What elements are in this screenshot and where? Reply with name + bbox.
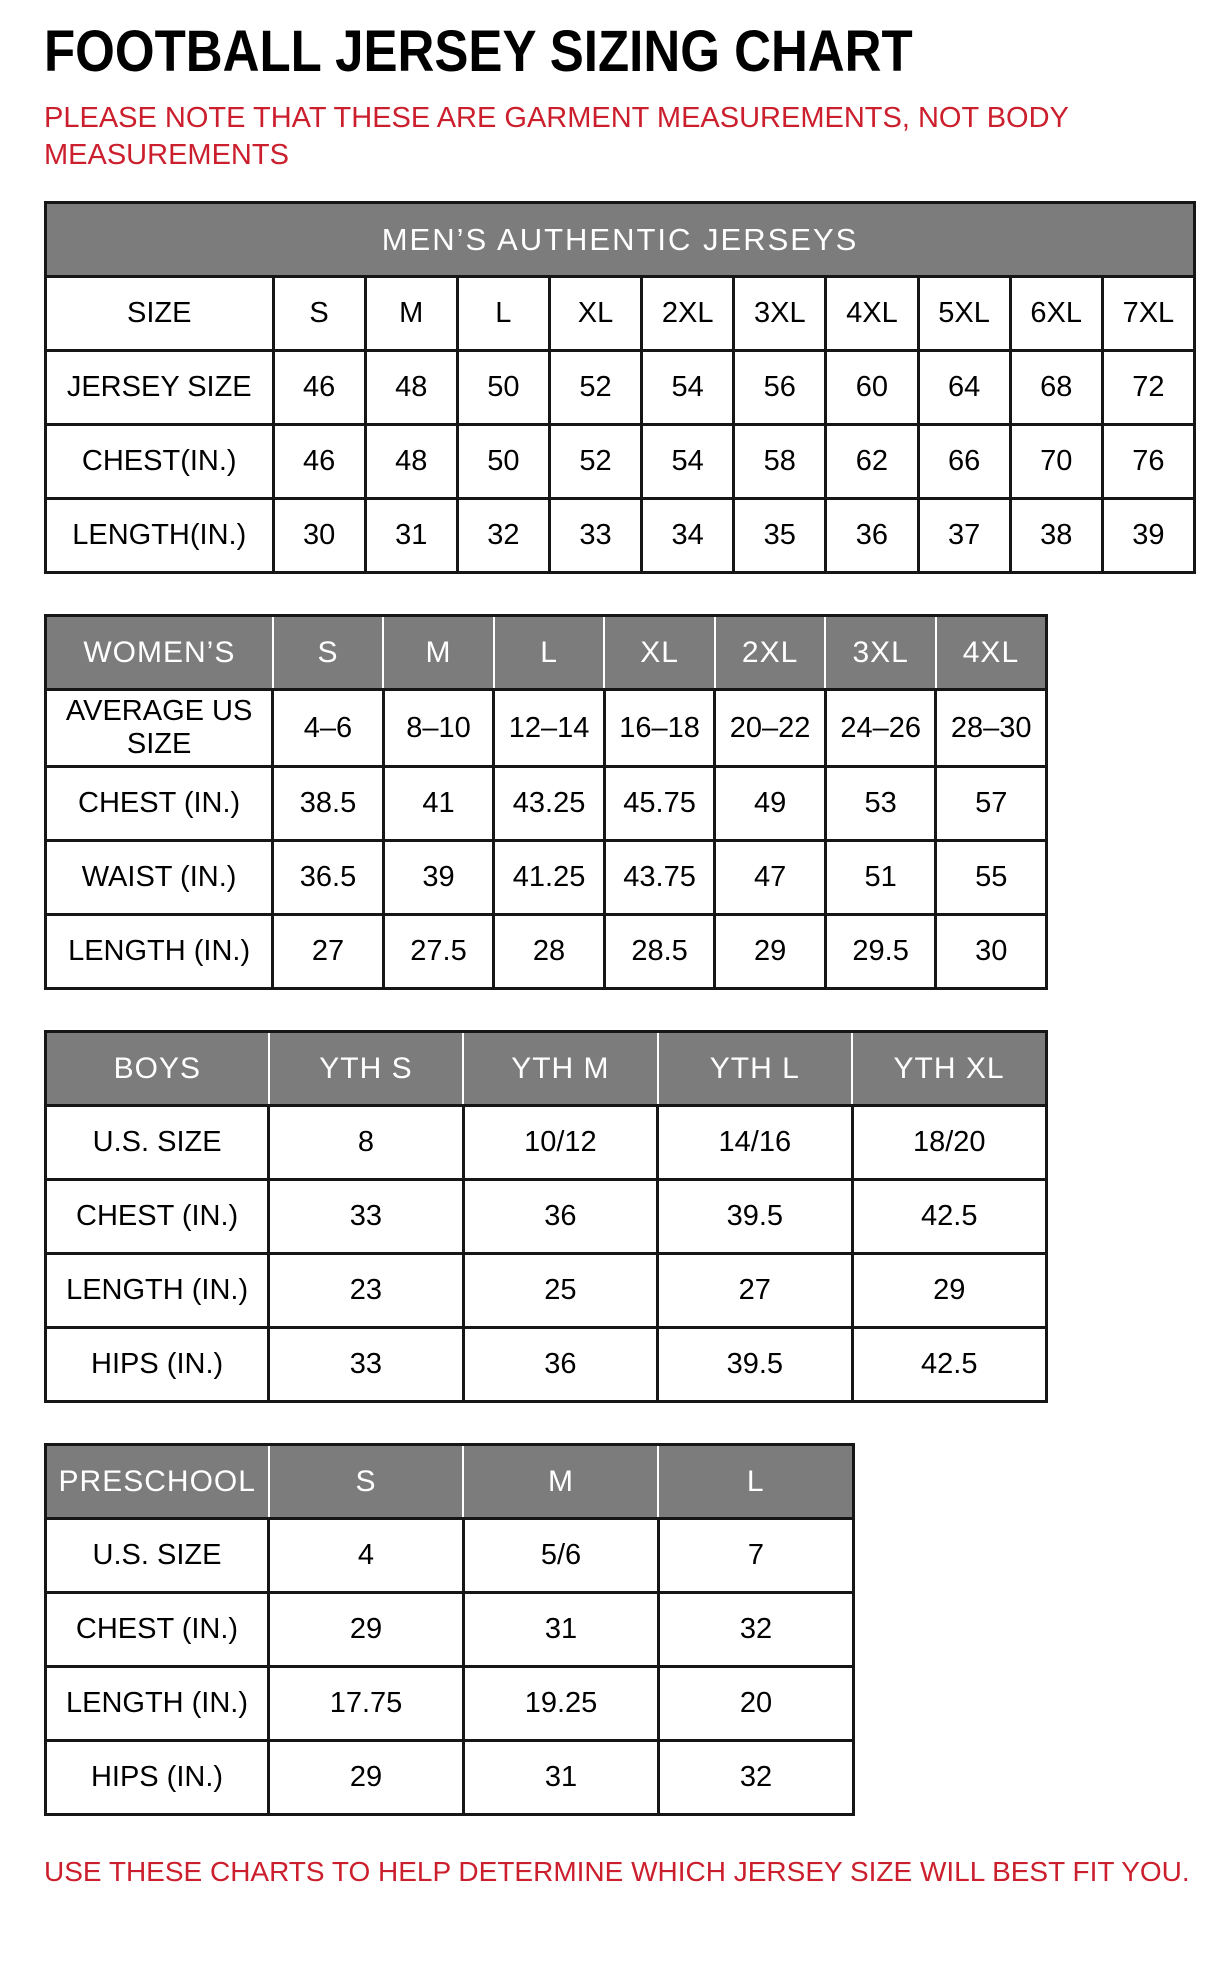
value-cell: 76 [1102,425,1194,499]
value-cell: 33 [269,1328,463,1402]
value-cell: 50 [457,351,549,425]
value-cell: 29 [715,915,826,989]
value-cell: 12–14 [494,690,605,767]
value-cell: 5/6 [463,1519,658,1593]
mens-sizing-table [44,201,1196,574]
column-header: YTH M [463,1032,657,1106]
value-cell: 36 [826,499,918,573]
table-row [46,690,1047,767]
value-cell: 33 [549,499,641,573]
value-cell: 36 [463,1328,657,1402]
value-cell: 72 [1102,351,1194,425]
column-header: L [658,1445,853,1519]
value-cell: 38 [1010,499,1102,573]
mens-authentic-jerseys-banner: MEN’S AUTHENTIC JERSEYS [46,203,1195,277]
value-cell: 46 [273,425,365,499]
table-row [46,1328,1047,1402]
value-cell: 35 [734,499,826,573]
table-row [46,915,1047,989]
value-cell: 64 [918,351,1010,425]
table-row [46,1180,1047,1254]
measurement-note: PLEASE NOTE THAT THESE ARE GARMENT MEASUREMENTS, NOT BODY MEASUREMENTS [44,101,1069,172]
row-label: LENGTH (IN.) [46,1667,269,1741]
value-cell: 28 [494,915,605,989]
value-cell: 8 [269,1106,463,1180]
value-cell: 17.75 [269,1667,464,1741]
value-cell: S [273,277,365,351]
value-cell: 39 [1102,499,1194,573]
value-cell: 47 [715,841,826,915]
row-label: HIPS (IN.) [46,1328,269,1402]
column-header: S [273,616,384,690]
table-row [46,1593,854,1667]
value-cell: 31 [463,1741,658,1815]
value-cell: 31 [365,499,457,573]
value-cell: 4XL [826,277,918,351]
value-cell: 60 [826,351,918,425]
table-row [46,1106,1047,1180]
value-cell: 38.5 [273,767,384,841]
table-row [46,351,1195,425]
value-cell: 43.75 [604,841,715,915]
value-cell: 28.5 [604,915,715,989]
value-cell: 36.5 [273,841,384,915]
value-cell: 54 [642,425,734,499]
column-header: YTH L [658,1032,852,1106]
value-cell: 52 [549,425,641,499]
header-row [46,616,1047,690]
value-cell: 29 [269,1593,464,1667]
column-header: YTH XL [852,1032,1046,1106]
row-label: WAIST (IN.) [46,841,273,915]
header-row [46,1032,1047,1106]
value-cell: 55 [936,841,1047,915]
table-row [46,277,1195,351]
value-cell: 27 [658,1254,852,1328]
row-label: U.S. SIZE [46,1106,269,1180]
row-label: JERSEY SIZE [46,351,274,425]
value-cell: 27.5 [383,915,494,989]
row-label: U.S. SIZE [46,1519,269,1593]
value-cell: 19.25 [463,1667,658,1741]
table-row [46,1667,854,1741]
value-cell: 33 [269,1180,463,1254]
value-cell: 8–10 [383,690,494,767]
value-cell: L [457,277,549,351]
value-cell: 7XL [1102,277,1194,351]
value-cell: 31 [463,1593,658,1667]
value-cell: 48 [365,351,457,425]
value-cell: 20–22 [715,690,826,767]
value-cell: 50 [457,425,549,499]
value-cell: 30 [936,915,1047,989]
value-cell: 29.5 [825,915,936,989]
value-cell: 66 [918,425,1010,499]
value-cell: 30 [273,499,365,573]
value-cell: 42.5 [852,1180,1046,1254]
column-header: 3XL [825,616,936,690]
value-cell: 23 [269,1254,463,1328]
column-header: XL [604,616,715,690]
value-cell: 7 [658,1519,853,1593]
value-cell: 45.75 [604,767,715,841]
womens-sizing-table [44,614,1048,990]
value-cell: 10/12 [463,1106,657,1180]
value-cell: XL [549,277,641,351]
header-row [46,1445,854,1519]
value-cell: 20 [658,1667,853,1741]
table-row [46,841,1047,915]
value-cell: 6XL [1010,277,1102,351]
table-row [46,1741,854,1815]
value-cell: 42.5 [852,1328,1046,1402]
value-cell: 27 [273,915,384,989]
value-cell: 56 [734,351,826,425]
value-cell: 39.5 [658,1328,852,1402]
row-label: CHEST (IN.) [46,767,273,841]
table-row [46,767,1047,841]
value-cell: 32 [658,1741,853,1815]
value-cell: 51 [825,841,936,915]
column-header: M [463,1445,658,1519]
banner-row [46,203,1195,277]
value-cell: 48 [365,425,457,499]
value-cell: 5XL [918,277,1010,351]
value-cell: 58 [734,425,826,499]
row-label: LENGTH (IN.) [46,1254,269,1328]
preschool-sizing-table [44,1443,855,1816]
value-cell: 37 [918,499,1010,573]
value-cell: 49 [715,767,826,841]
column-header: YTH S [269,1032,463,1106]
column-header: L [494,616,605,690]
value-cell: 4 [269,1519,464,1593]
value-cell: 46 [273,351,365,425]
value-cell: 36 [463,1180,657,1254]
column-header: 4XL [936,616,1047,690]
value-cell: 57 [936,767,1047,841]
value-cell: 52 [549,351,641,425]
value-cell: 18/20 [852,1106,1046,1180]
value-cell: 28–30 [936,690,1047,767]
column-header: M [383,616,494,690]
boys-header-label: BOYS [46,1032,269,1106]
value-cell: 24–26 [825,690,936,767]
row-label: CHEST(IN.) [46,425,274,499]
value-cell: 29 [269,1741,464,1815]
row-label: LENGTH(IN.) [46,499,274,573]
value-cell: 43.25 [494,767,605,841]
preschool-header-label: PRESCHOOL [46,1445,269,1519]
value-cell: 53 [825,767,936,841]
row-label: AVERAGE US SIZE [46,690,273,767]
row-label: CHEST (IN.) [46,1593,269,1667]
table-row [46,1254,1047,1328]
value-cell: 39.5 [658,1180,852,1254]
value-cell: 41.25 [494,841,605,915]
table-row [46,499,1195,573]
value-cell: 39 [383,841,494,915]
boys-sizing-table [44,1030,1048,1403]
row-label: SIZE [46,277,274,351]
value-cell: 70 [1010,425,1102,499]
value-cell: 29 [852,1254,1046,1328]
value-cell: 62 [826,425,918,499]
value-cell: 68 [1010,351,1102,425]
footer-note: USE THESE CHARTS TO HELP DETERMINE WHICH JERSEY SIZE WILL BEST FIT YOU. [44,1856,1190,1888]
row-label: LENGTH (IN.) [46,915,273,989]
page-title: FOOTBALL JERSEY SIZING CHART [44,19,913,84]
value-cell: 34 [642,499,734,573]
value-cell: 32 [658,1593,853,1667]
column-header: 2XL [715,616,826,690]
value-cell: 2XL [642,277,734,351]
value-cell: 54 [642,351,734,425]
value-cell: 32 [457,499,549,573]
value-cell: 41 [383,767,494,841]
table-row [46,425,1195,499]
value-cell: 25 [463,1254,657,1328]
value-cell: 16–18 [604,690,715,767]
table-row [46,1519,854,1593]
column-header: S [269,1445,464,1519]
value-cell: 14/16 [658,1106,852,1180]
value-cell: M [365,277,457,351]
value-cell: 3XL [734,277,826,351]
value-cell: 4–6 [273,690,384,767]
row-label: CHEST (IN.) [46,1180,269,1254]
womens-header-label: WOMEN’S [46,616,273,690]
row-label: HIPS (IN.) [46,1741,269,1815]
